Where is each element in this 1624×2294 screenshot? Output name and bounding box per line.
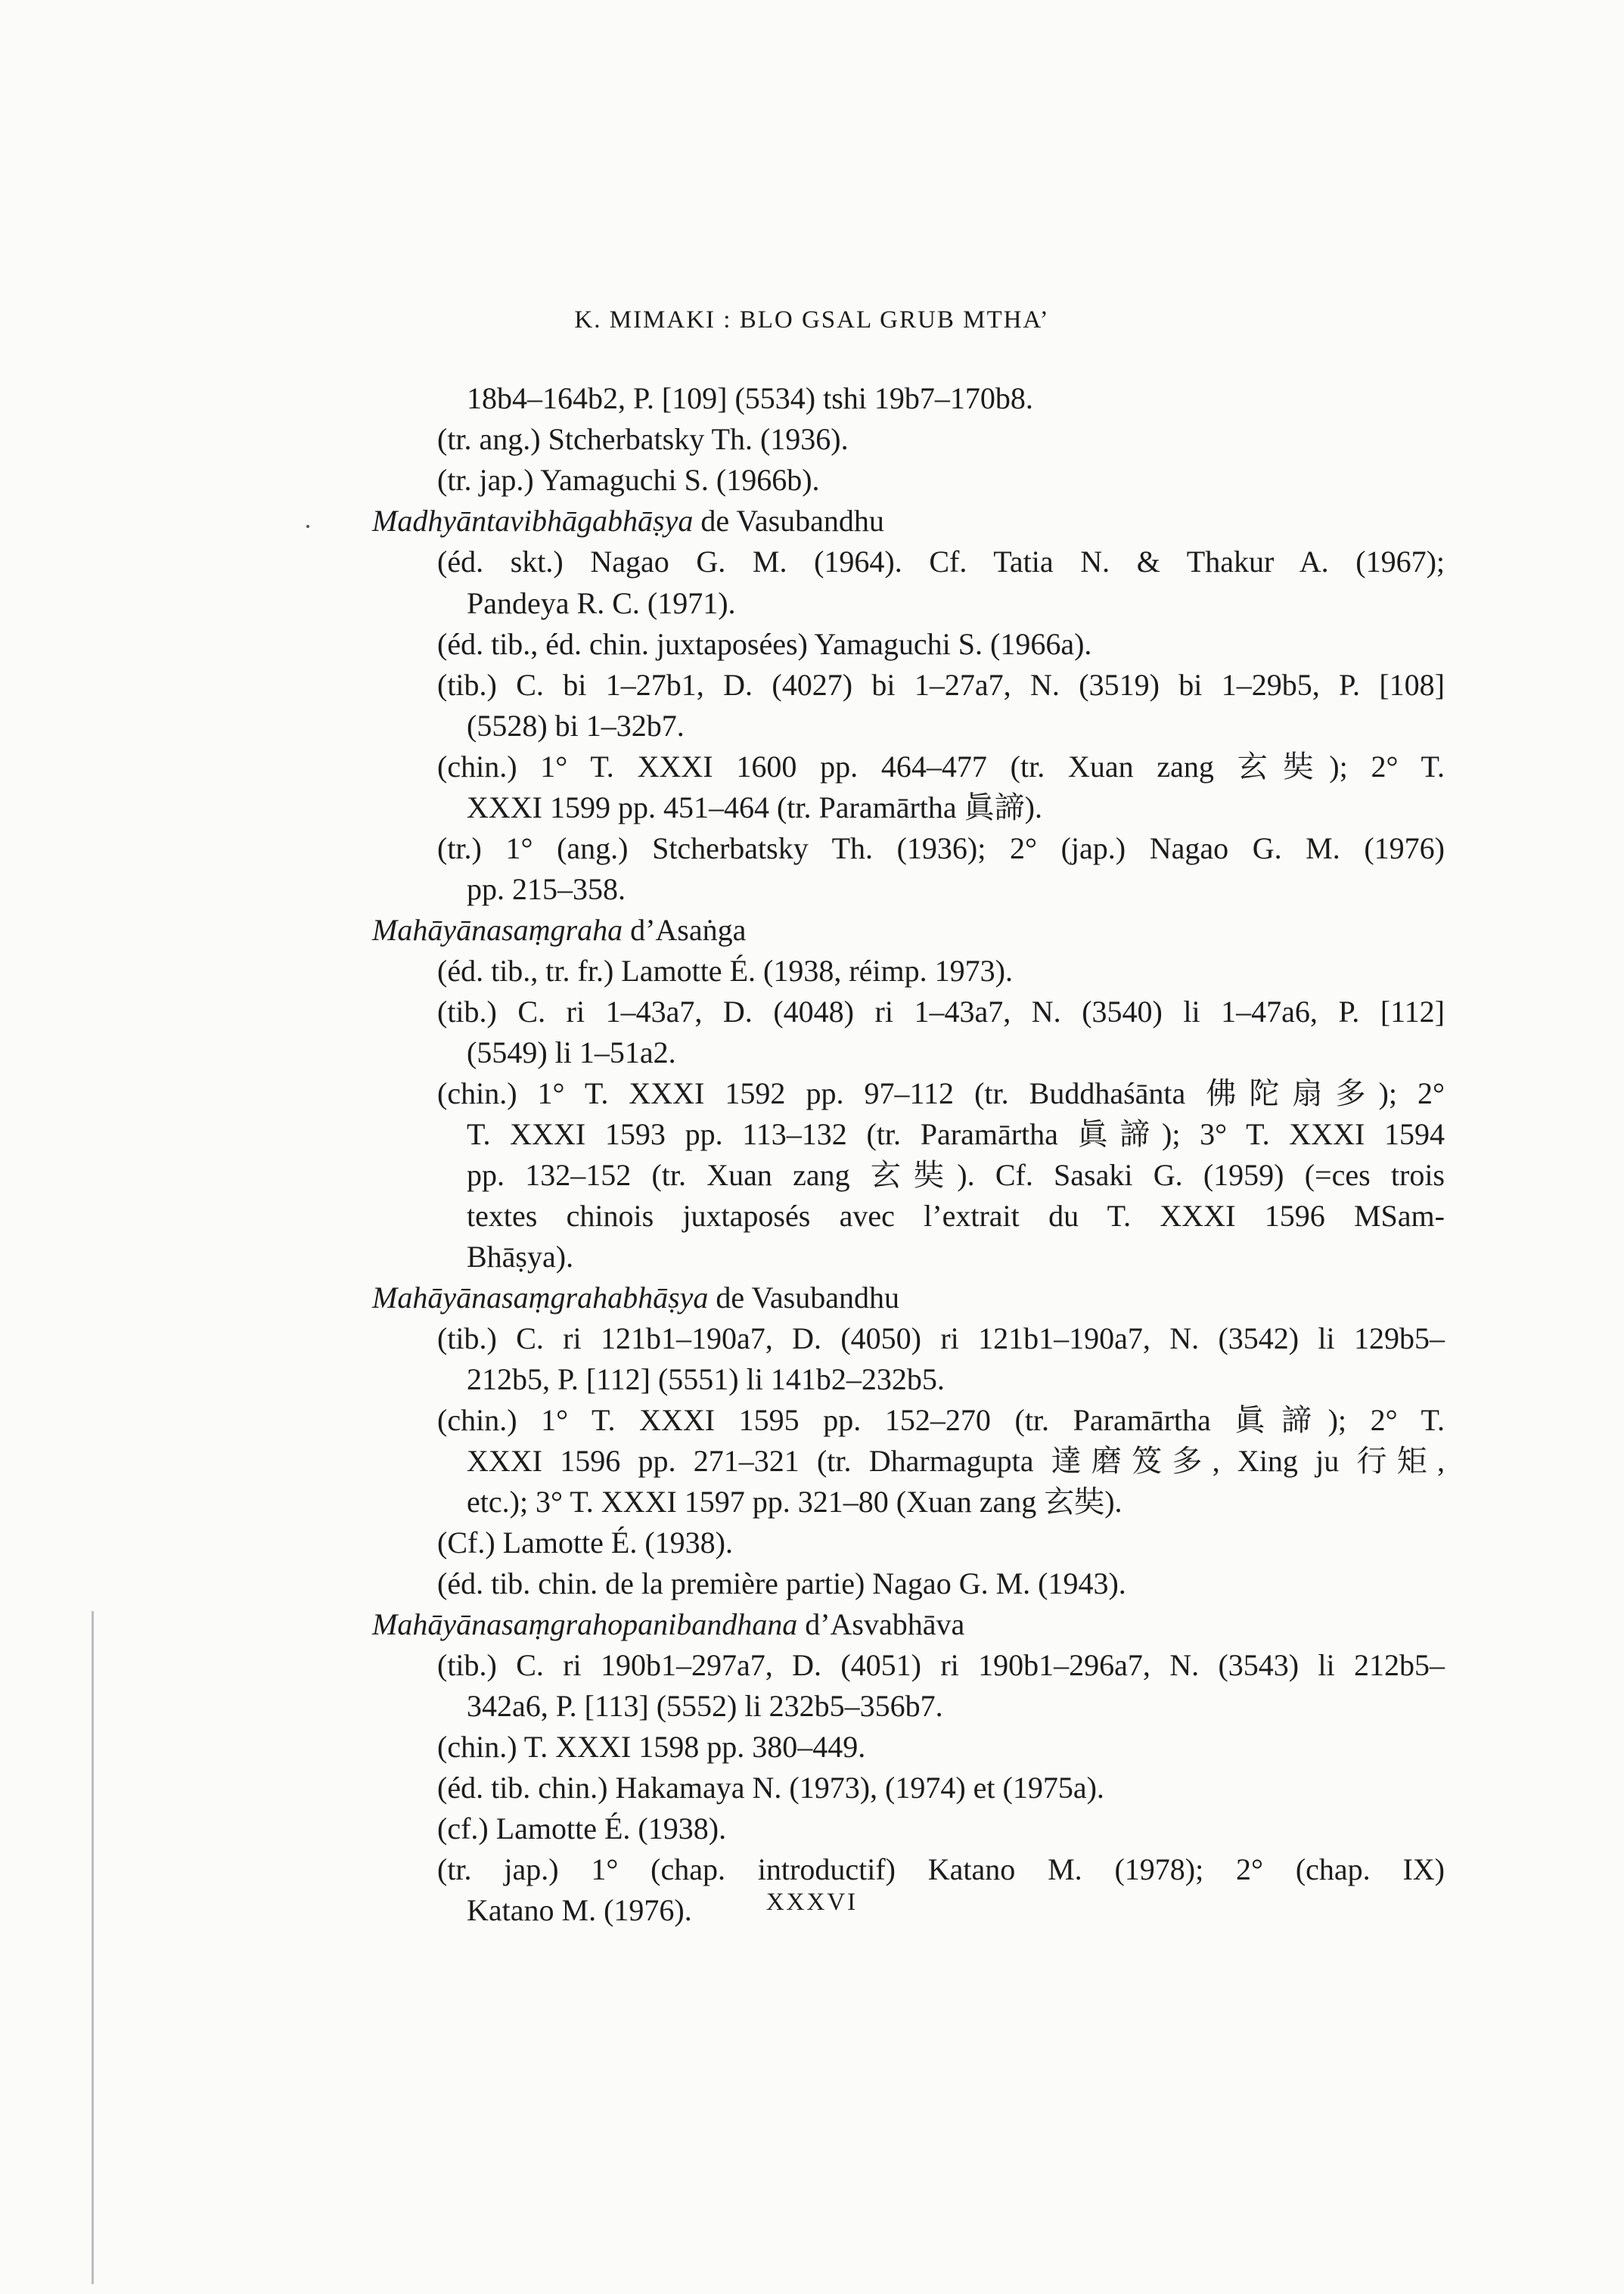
bibliography-line: [467, 383, 1033, 414]
line-text: de Vasubandhu: [693, 504, 884, 538]
bibliography-line: [437, 1650, 1445, 1681]
work-title: Mahāyānasaṃgrahopanibandhana: [372, 1607, 798, 1641]
line-text: (éd. tib. chin.) Hakamaya N. (1973), (1974) et (1975a).: [437, 1771, 1104, 1805]
bibliography-line: [437, 465, 820, 495]
bibliography-line: [437, 1528, 733, 1558]
work-title: Mahāyānasaṃgraha: [372, 913, 623, 947]
bibliography-line: [467, 1035, 676, 1069]
line-text: XXXI 1599 pp. 451–464 (tr. Paramārtha 眞諦).: [467, 790, 1042, 824]
bibliography-line: [437, 1566, 1126, 1600]
line-text: (éd. skt.) Nagao G. M. (1964). Cf. Tatia N. & Thakur A. (1967);: [437, 545, 1445, 579]
line-text: d’Asaṅga: [623, 913, 747, 947]
line-text: (Cf.) Lamotte É. (1938).: [437, 1526, 733, 1560]
line-text: (5528) bi 1–32b7.: [467, 709, 685, 743]
bibliography-entry-heading: [372, 506, 884, 536]
scan-speck: [306, 525, 309, 528]
line-text: (chin.) T. XXXI 1598 pp. 380–449.: [437, 1730, 866, 1764]
bibliography-line: [467, 1364, 945, 1395]
bibliography-line: [437, 1732, 865, 1762]
line-text: XXXI 1596 pp. 271–321 (tr. Dharmagupta 達磨笈多, Xing ju 行矩,: [467, 1444, 1445, 1478]
bibliography-line: [467, 1446, 1445, 1476]
bibliography-line: [467, 711, 685, 741]
bibliography-line: [467, 790, 1042, 824]
bibliography-line: [437, 1773, 1104, 1803]
bibliography-line: [437, 424, 849, 455]
line-text: 212b5, P. [112] (5551) li 141b2–232b5.: [467, 1362, 945, 1396]
bibliography-entry-heading: [372, 1280, 899, 1315]
bibliography-entry-heading: [372, 915, 746, 945]
line-text: (éd. tib. chin. de la première partie) Nagao G. M. (1943).: [437, 1566, 1126, 1600]
line-text: (tr.) 1° (ang.) Stcherbatsky Th. (1936); 2° (jap.) Nagao G. M. (1976): [437, 831, 1445, 865]
line-text: (tr. ang.) Stcherbatsky Th. (1936).: [437, 422, 849, 456]
bibliography-line: [437, 670, 1445, 700]
bibliography-line: [467, 1691, 943, 1721]
bibliography-line: [467, 1201, 1445, 1231]
bibliography-line: [467, 1242, 573, 1272]
running-head: K. MIMAKI : BLO GSAL GRUB MTHA’: [574, 306, 1050, 334]
line-text: (chin.) 1° T. XXXI 1592 pp. 97–112 (tr. Buddhaśānta 佛陀扇多); 2°: [437, 1076, 1445, 1110]
line-text: (5549) li 1–51a2.: [467, 1035, 676, 1069]
bibliography-line: [437, 629, 1091, 660]
bibliography-line: [437, 1321, 1445, 1355]
work-title: Madhyāntavibhāgabhāṣya: [372, 504, 694, 538]
bibliography-line: [467, 1119, 1445, 1150]
line-text: (tib.) C. bi 1–27b1, D. (4027) bi 1–27a7, N. (3519) bi 1–29b5, P. [108]: [437, 668, 1445, 702]
line-text: (tib.) C. ri 1–43a7, D. (4048) ri 1–43a7, N. (3540) li 1–47a6, P. [112]: [437, 995, 1445, 1029]
line-text: (chin.) 1° T. XXXI 1600 pp. 464–477 (tr. Xuan zang 玄奘); 2° T.: [437, 750, 1445, 784]
line-text: Pandeya R. C. (1971).: [467, 586, 736, 620]
bibliography-line: [437, 956, 1013, 986]
bibliography-line: [467, 588, 736, 619]
bibliography-line: [437, 752, 1445, 782]
line-text: pp. 215–358.: [467, 872, 626, 906]
line-text: d’Asvabhāva: [797, 1607, 965, 1641]
line-text: 342a6, P. [113] (5552) li 232b5–356b7.: [467, 1689, 943, 1723]
line-text: de Vasubandhu: [708, 1280, 899, 1315]
line-text: (éd. tib., tr. fr.) Lamotte É. (1938, réimp. 1973).: [437, 954, 1013, 988]
line-text: pp. 132–152 (tr. Xuan zang 玄奘). Cf. Sasaki G. (1959) (=ces trois: [467, 1158, 1445, 1192]
bibliography-line: [467, 1487, 1123, 1517]
scan-margin-line: [92, 1611, 94, 2284]
bibliography-entry-heading: [372, 1607, 965, 1641]
bibliography-line: [437, 1852, 1445, 1886]
line-text: (tib.) C. ri 190b1–297a7, D. (4051) ri 190b1–296a7, N. (3543) li 212b5–: [437, 1648, 1445, 1682]
line-text: (chin.) 1° T. XXXI 1595 pp. 152–270 (tr. Paramārtha 眞諦); 2° T.: [437, 1403, 1445, 1437]
line-text: 18b4–164b2, P. [109] (5534) tshi 19b7–170b8.: [467, 381, 1033, 415]
line-text: (tr. jap.) 1° (chap. introductif) Katano M. (1978); 2° (chap. IX): [437, 1852, 1445, 1886]
bibliography-line: [467, 874, 626, 905]
page-number: XXXVI: [765, 1889, 859, 1916]
line-text: (éd. tib., éd. chin. juxtaposées) Yamaguchi S. (1966a).: [437, 627, 1092, 661]
line-text: (tib.) C. ri 121b1–190a7, D. (4050) ri 121b1–190a7, N. (3542) li 129b5–: [437, 1321, 1445, 1355]
bibliography-line: [437, 1811, 727, 1845]
bibliography-line: [437, 547, 1445, 577]
line-text: etc.); 3° T. XXXI 1597 pp. 321–80 (Xuan zang 玄奘).: [467, 1485, 1123, 1519]
line-text: Bhāṣya).: [467, 1240, 574, 1274]
line-text: Katano M. (1976).: [467, 1893, 692, 1927]
work-title: Mahāyānasaṃgrahabhāṣya: [372, 1280, 709, 1315]
bibliography-line: [437, 997, 1445, 1027]
line-text: textes chinois juxtaposés avec l’extrait du T. XXXI 1596 MSam-: [467, 1199, 1445, 1233]
bibliography-line: [437, 833, 1445, 864]
line-text: (tr. jap.) Yamaguchi S. (1966b).: [437, 463, 820, 497]
bibliography-line: [437, 1405, 1445, 1436]
line-text: (cf.) Lamotte É. (1938).: [437, 1811, 727, 1845]
bibliography-line: [437, 1076, 1445, 1110]
bibliography-line: [467, 1160, 1445, 1190]
line-text: T. XXXI 1593 pp. 113–132 (tr. Paramārtha 眞諦); 3° T. XXXI 1594: [467, 1117, 1445, 1151]
